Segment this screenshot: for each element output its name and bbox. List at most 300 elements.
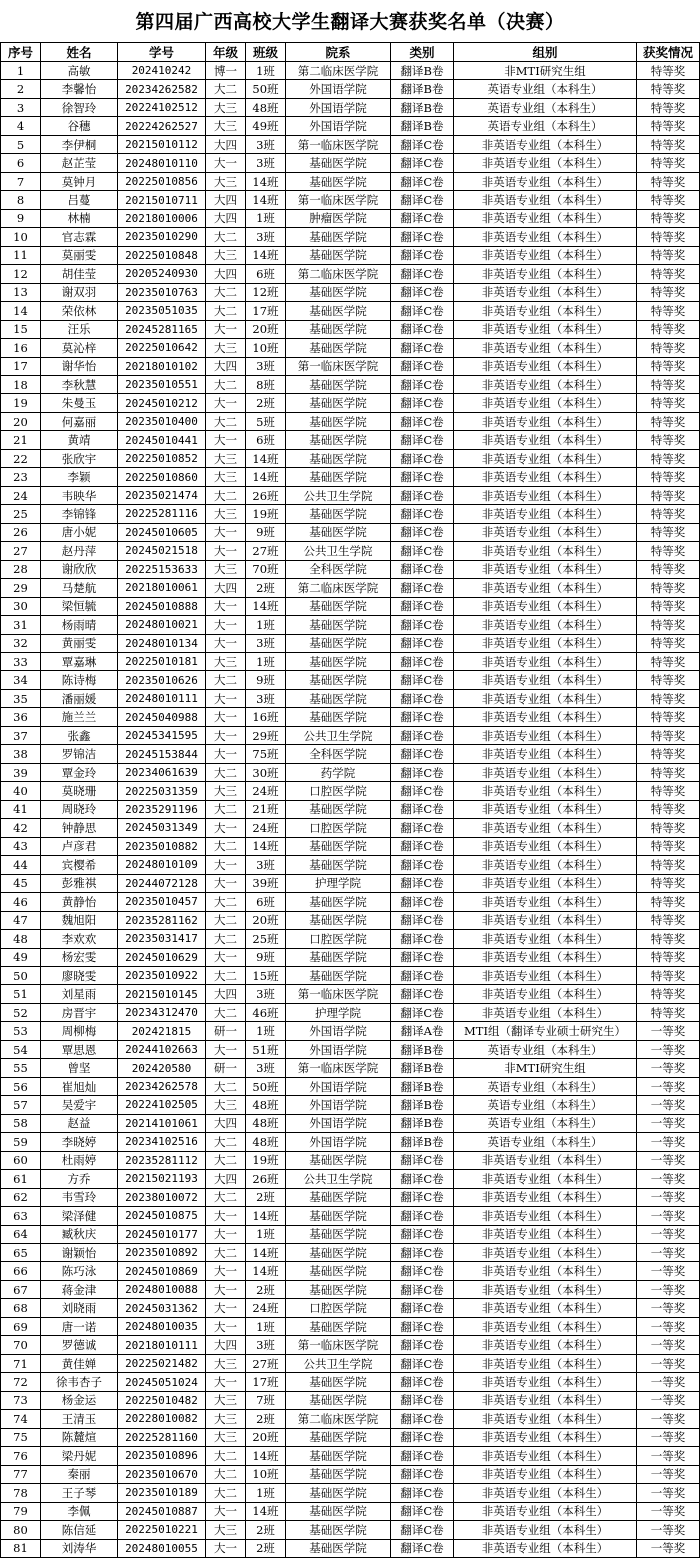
- cell-award: 一等奖: [637, 1114, 700, 1132]
- cell-category: 翻译C卷: [391, 1410, 454, 1428]
- cell-class: 10班: [246, 1465, 286, 1483]
- cell-award: 特等奖: [637, 228, 700, 246]
- cell-award: 特等奖: [637, 782, 700, 800]
- cell-group: 非英语专业组（本科生）: [454, 819, 637, 837]
- cell-grade: 大三: [206, 1391, 246, 1409]
- cell-category: 翻译C卷: [391, 966, 454, 984]
- cell-category: 翻译B卷: [391, 1096, 454, 1114]
- cell-student-id: 20214101061: [118, 1114, 206, 1132]
- cell-group: 非英语专业组（本科生）: [454, 948, 637, 966]
- cell-group: 非英语专业组（本科生）: [454, 1484, 637, 1502]
- cell-grade: 大一: [206, 856, 246, 874]
- cell-category: 翻译C卷: [391, 745, 454, 763]
- cell-award: 一等奖: [637, 1336, 700, 1354]
- cell-grade: 大二: [206, 837, 246, 855]
- cell-department: 基础医学院: [286, 1373, 391, 1391]
- table-row: [1, 117, 700, 135]
- cell-grade: 大二: [206, 1133, 246, 1151]
- cell-category: 翻译A卷: [391, 1022, 454, 1040]
- cell-group: 非英语专业组（本科生）: [454, 449, 637, 467]
- cell-index: 50: [1, 966, 41, 984]
- cell-award: 特等奖: [637, 468, 700, 486]
- cell-group: 非英语专业组（本科生）: [454, 265, 637, 283]
- cell-category: 翻译C卷: [391, 763, 454, 781]
- cell-department: 基础医学院: [286, 616, 391, 634]
- cell-group: 非英语专业组（本科生）: [454, 1170, 637, 1188]
- cell-name: 李佩: [41, 1502, 118, 1520]
- cell-category: 翻译C卷: [391, 449, 454, 467]
- cell-name: 廖晓雯: [41, 966, 118, 984]
- cell-group: 非英语专业组（本科生）: [454, 357, 637, 375]
- cell-class: 70班: [246, 560, 286, 578]
- cell-student-id: 20235281112: [118, 1151, 206, 1169]
- cell-grade: 大一: [206, 745, 246, 763]
- cell-index: 69: [1, 1317, 41, 1335]
- cell-award: 特等奖: [637, 634, 700, 652]
- cell-department: 基础医学院: [286, 800, 391, 818]
- cell-index: 20: [1, 412, 41, 430]
- cell-grade: 大一: [206, 819, 246, 837]
- cell-group: 非英语专业组（本科生）: [454, 856, 637, 874]
- cell-award: 特等奖: [637, 597, 700, 615]
- cell-grade: 大二: [206, 1465, 246, 1483]
- table-row: [1, 80, 700, 98]
- cell-index: 35: [1, 689, 41, 707]
- cell-index: 28: [1, 560, 41, 578]
- cell-class: 17班: [246, 302, 286, 320]
- cell-class: 48班: [246, 1114, 286, 1132]
- cell-award: 一等奖: [637, 1040, 700, 1058]
- cell-student-id: 20245010887: [118, 1502, 206, 1520]
- cell-grade: 大三: [206, 172, 246, 190]
- cell-name: 何嘉丽: [41, 412, 118, 430]
- table-row: [1, 1188, 700, 1206]
- cell-index: 80: [1, 1521, 41, 1539]
- cell-award: 特等奖: [637, 800, 700, 818]
- cell-award: 特等奖: [637, 930, 700, 948]
- cell-class: 19班: [246, 505, 286, 523]
- cell-category: 翻译C卷: [391, 265, 454, 283]
- cell-grade: 大四: [206, 191, 246, 209]
- cell-department: 公共卫生学院: [286, 542, 391, 560]
- table-row: [1, 154, 700, 172]
- cell-name: 李秋慧: [41, 375, 118, 393]
- cell-award: 特等奖: [637, 1003, 700, 1021]
- cell-name: 李欢欢: [41, 930, 118, 948]
- cell-class: 49班: [246, 117, 286, 135]
- cell-class: 20班: [246, 911, 286, 929]
- cell-name: 黄静怡: [41, 893, 118, 911]
- cell-group: 非英语专业组（本科生）: [454, 1428, 637, 1446]
- cell-class: 1班: [246, 209, 286, 227]
- cell-grade: 大一: [206, 1225, 246, 1243]
- cell-index: 26: [1, 523, 41, 541]
- cell-name: 韦映华: [41, 486, 118, 504]
- cell-award: 特等奖: [637, 449, 700, 467]
- cell-department: 药学院: [286, 763, 391, 781]
- cell-grade: 大二: [206, 80, 246, 98]
- cell-award: 特等奖: [637, 985, 700, 1003]
- cell-grade: 大二: [206, 1151, 246, 1169]
- cell-name: 徐韦杏子: [41, 1373, 118, 1391]
- table-row: [1, 542, 700, 560]
- cell-award: 特等奖: [637, 560, 700, 578]
- cell-name: 徐智玲: [41, 98, 118, 116]
- cell-class: 7班: [246, 1391, 286, 1409]
- cell-award: 一等奖: [637, 1410, 700, 1428]
- cell-index: 3: [1, 98, 41, 116]
- cell-grade: 大一: [206, 1040, 246, 1058]
- cell-category: 翻译B卷: [391, 1059, 454, 1077]
- table-row: [1, 911, 700, 929]
- cell-award: 特等奖: [637, 856, 700, 874]
- cell-group: 非MTI研究生组: [454, 1059, 637, 1077]
- cell-student-id: 20248010088: [118, 1280, 206, 1298]
- table-row: [1, 135, 700, 153]
- cell-index: 64: [1, 1225, 41, 1243]
- cell-grade: 大三: [206, 339, 246, 357]
- table-row: [1, 1022, 700, 1040]
- header-student-id: 学号: [118, 43, 206, 62]
- cell-department: 第二临床医学院: [286, 1410, 391, 1428]
- cell-student-id: 20235010922: [118, 966, 206, 984]
- cell-group: 非英语专业组（本科生）: [454, 523, 637, 541]
- cell-award: 特等奖: [637, 486, 700, 504]
- cell-group: 非英语专业组（本科生）: [454, 874, 637, 892]
- cell-category: 翻译C卷: [391, 856, 454, 874]
- cell-student-id: 20248010110: [118, 154, 206, 172]
- cell-department: 基础医学院: [286, 708, 391, 726]
- cell-group: 非英语专业组（本科生）: [454, 1003, 637, 1021]
- cell-category: 翻译C卷: [391, 1484, 454, 1502]
- cell-department: 口腔医学院: [286, 782, 391, 800]
- table-row: [1, 745, 700, 763]
- cell-student-id: 20248010055: [118, 1539, 206, 1557]
- cell-name: 王清玉: [41, 1410, 118, 1428]
- cell-group: 英语专业组（本科生）: [454, 117, 637, 135]
- cell-student-id: 20245031362: [118, 1299, 206, 1317]
- cell-grade: 大一: [206, 1539, 246, 1557]
- cell-name: 韦雪玲: [41, 1188, 118, 1206]
- cell-index: 8: [1, 191, 41, 209]
- cell-department: 口腔医学院: [286, 819, 391, 837]
- cell-name: 李馨怡: [41, 80, 118, 98]
- cell-group: 非英语专业组（本科生）: [454, 911, 637, 929]
- cell-student-id: 20225010181: [118, 653, 206, 671]
- cell-department: 公共卫生学院: [286, 1170, 391, 1188]
- cell-grade: 大二: [206, 375, 246, 393]
- cell-class: 24班: [246, 782, 286, 800]
- cell-name: 彭雅祺: [41, 874, 118, 892]
- table-row: [1, 874, 700, 892]
- cell-department: 公共卫生学院: [286, 486, 391, 504]
- cell-class: 48班: [246, 98, 286, 116]
- cell-group: 非英语专业组（本科生）: [454, 616, 637, 634]
- cell-class: 30班: [246, 763, 286, 781]
- table-row: [1, 1428, 700, 1446]
- cell-department: 外国语学院: [286, 1133, 391, 1151]
- cell-category: 翻译C卷: [391, 1225, 454, 1243]
- cell-class: 15班: [246, 966, 286, 984]
- cell-name: 汪乐: [41, 320, 118, 338]
- cell-award: 一等奖: [637, 1262, 700, 1280]
- cell-award: 特等奖: [637, 745, 700, 763]
- cell-student-id: 20245010629: [118, 948, 206, 966]
- cell-name: 钟静思: [41, 819, 118, 837]
- cell-index: 34: [1, 671, 41, 689]
- table-row: [1, 246, 700, 264]
- cell-index: 31: [1, 616, 41, 634]
- cell-award: 一等奖: [637, 1280, 700, 1298]
- cell-name: 覃金玲: [41, 763, 118, 781]
- table-row: [1, 228, 700, 246]
- cell-class: 25班: [246, 930, 286, 948]
- cell-category: 翻译C卷: [391, 930, 454, 948]
- cell-index: 39: [1, 763, 41, 781]
- cell-category: 翻译C卷: [391, 985, 454, 1003]
- cell-student-id: 20245031349: [118, 819, 206, 837]
- cell-class: 9班: [246, 671, 286, 689]
- cell-name: 李晓婷: [41, 1133, 118, 1151]
- cell-category: 翻译C卷: [391, 1447, 454, 1465]
- cell-grade: 大一: [206, 948, 246, 966]
- cell-category: 翻译C卷: [391, 412, 454, 430]
- cell-award: 特等奖: [637, 689, 700, 707]
- cell-index: 37: [1, 726, 41, 744]
- cell-category: 翻译C卷: [391, 893, 454, 911]
- cell-student-id: 20244102663: [118, 1040, 206, 1058]
- cell-award: 特等奖: [637, 117, 700, 135]
- cell-index: 21: [1, 431, 41, 449]
- cell-student-id: 20245010888: [118, 597, 206, 615]
- header-group: 组别: [454, 43, 637, 62]
- cell-student-id: 20235010457: [118, 893, 206, 911]
- cell-name: 谢颖怡: [41, 1244, 118, 1262]
- cell-department: 外国语学院: [286, 98, 391, 116]
- cell-grade: 大一: [206, 394, 246, 412]
- cell-student-id: 20234262582: [118, 80, 206, 98]
- cell-grade: 大一: [206, 1207, 246, 1225]
- cell-class: 14班: [246, 246, 286, 264]
- cell-group: 非英语专业组（本科生）: [454, 689, 637, 707]
- cell-grade: 大二: [206, 893, 246, 911]
- cell-category: 翻译C卷: [391, 135, 454, 153]
- cell-category: 翻译B卷: [391, 117, 454, 135]
- cell-award: 特等奖: [637, 375, 700, 393]
- cell-award: 一等奖: [637, 1317, 700, 1335]
- cell-category: 翻译C卷: [391, 1539, 454, 1557]
- cell-grade: 大一: [206, 154, 246, 172]
- cell-grade: 大三: [206, 117, 246, 135]
- cell-category: 翻译C卷: [391, 1188, 454, 1206]
- cell-category: 翻译C卷: [391, 1391, 454, 1409]
- cell-award: 一等奖: [637, 1484, 700, 1502]
- cell-name: 覃思恩: [41, 1040, 118, 1058]
- cell-department: 护理学院: [286, 1003, 391, 1021]
- cell-group: 非英语专业组（本科生）: [454, 726, 637, 744]
- cell-class: 26班: [246, 486, 286, 504]
- cell-student-id: 20235010892: [118, 1244, 206, 1262]
- cell-class: 48班: [246, 1096, 286, 1114]
- cell-index: 57: [1, 1096, 41, 1114]
- cell-grade: 大二: [206, 412, 246, 430]
- cell-department: 全科医学院: [286, 560, 391, 578]
- cell-category: 翻译C卷: [391, 283, 454, 301]
- table-row: [1, 800, 700, 818]
- cell-award: 一等奖: [637, 1521, 700, 1539]
- cell-group: 非英语专业组（本科生）: [454, 1317, 637, 1335]
- cell-group: 非英语专业组（本科生）: [454, 893, 637, 911]
- table-row: [1, 191, 700, 209]
- table-row: [1, 1151, 700, 1169]
- cell-class: 14班: [246, 1502, 286, 1520]
- cell-name: 杜雨婷: [41, 1151, 118, 1169]
- cell-index: 22: [1, 449, 41, 467]
- cell-department: 公共卫生学院: [286, 726, 391, 744]
- table-row: [1, 412, 700, 430]
- cell-student-id: 20235010882: [118, 837, 206, 855]
- cell-student-id: 20225010856: [118, 172, 206, 190]
- cell-class: 1班: [246, 653, 286, 671]
- cell-student-id: 20235010400: [118, 412, 206, 430]
- cell-award: 特等奖: [637, 819, 700, 837]
- cell-grade: 大二: [206, 228, 246, 246]
- cell-group: 非英语专业组（本科生）: [454, 1447, 637, 1465]
- cell-grade: 大三: [206, 1354, 246, 1372]
- table-row: [1, 726, 700, 744]
- cell-category: 翻译C卷: [391, 375, 454, 393]
- cell-department: 基础医学院: [286, 1188, 391, 1206]
- cell-name: 黄丽雯: [41, 634, 118, 652]
- table-row: [1, 819, 700, 837]
- cell-grade: 大四: [206, 1170, 246, 1188]
- cell-class: 10班: [246, 339, 286, 357]
- header-name: 姓名: [41, 43, 118, 62]
- cell-index: 1: [1, 62, 41, 80]
- table-row: [1, 209, 700, 227]
- cell-index: 4: [1, 117, 41, 135]
- cell-category: 翻译C卷: [391, 560, 454, 578]
- cell-group: 英语专业组（本科生）: [454, 98, 637, 116]
- cell-index: 73: [1, 1391, 41, 1409]
- cell-group: 非英语专业组（本科生）: [454, 431, 637, 449]
- cell-class: 3班: [246, 228, 286, 246]
- cell-student-id: 20225010860: [118, 468, 206, 486]
- cell-group: 英语专业组（本科生）: [454, 1114, 637, 1132]
- cell-class: 3班: [246, 689, 286, 707]
- cell-department: 第一临床医学院: [286, 1336, 391, 1354]
- cell-award: 一等奖: [637, 1465, 700, 1483]
- cell-category: 翻译C卷: [391, 819, 454, 837]
- cell-name: 梁恒毓: [41, 597, 118, 615]
- cell-grade: 大一: [206, 320, 246, 338]
- cell-index: 9: [1, 209, 41, 227]
- cell-class: 75班: [246, 745, 286, 763]
- cell-index: 36: [1, 708, 41, 726]
- cell-department: 基础医学院: [286, 505, 391, 523]
- cell-group: 非英语专业组（本科生）: [454, 283, 637, 301]
- cell-student-id: 20238010072: [118, 1188, 206, 1206]
- table-row: [1, 856, 700, 874]
- cell-group: 非英语专业组（本科生）: [454, 579, 637, 597]
- cell-department: 公共卫生学院: [286, 1354, 391, 1372]
- cell-category: 翻译C卷: [391, 689, 454, 707]
- cell-award: 一等奖: [637, 1428, 700, 1446]
- cell-student-id: 20225010848: [118, 246, 206, 264]
- cell-award: 特等奖: [637, 542, 700, 560]
- cell-group: 英语专业组（本科生）: [454, 1077, 637, 1095]
- cell-award: 一等奖: [637, 1447, 700, 1465]
- cell-group: 非英语专业组（本科生）: [454, 1502, 637, 1520]
- table-row: [1, 1539, 700, 1557]
- cell-department: 基础医学院: [286, 1447, 391, 1465]
- cell-grade: 大一: [206, 1280, 246, 1298]
- table-row: [1, 930, 700, 948]
- header-class: 班级: [246, 43, 286, 62]
- cell-group: 非英语专业组（本科生）: [454, 542, 637, 560]
- cell-name: 杨雨晴: [41, 616, 118, 634]
- cell-grade: 大三: [206, 653, 246, 671]
- table-row: [1, 560, 700, 578]
- cell-student-id: 20245010875: [118, 1207, 206, 1225]
- cell-group: 非英语专业组（本科生）: [454, 1151, 637, 1169]
- table-row: [1, 616, 700, 634]
- cell-student-id: 20235291196: [118, 800, 206, 818]
- cell-name: 卢彦君: [41, 837, 118, 855]
- table-row: [1, 1077, 700, 1095]
- cell-index: 66: [1, 1262, 41, 1280]
- cell-category: 翻译B卷: [391, 1077, 454, 1095]
- cell-student-id: 20215010145: [118, 985, 206, 1003]
- cell-group: 非英语专业组（本科生）: [454, 468, 637, 486]
- cell-class: 2班: [246, 1280, 286, 1298]
- cell-class: 21班: [246, 800, 286, 818]
- cell-award: 特等奖: [637, 154, 700, 172]
- cell-award: 特等奖: [637, 62, 700, 80]
- cell-class: 39班: [246, 874, 286, 892]
- cell-award: 特等奖: [637, 837, 700, 855]
- cell-grade: 大一: [206, 1317, 246, 1335]
- cell-name: 李颖: [41, 468, 118, 486]
- cell-group: 非英语专业组（本科生）: [454, 1262, 637, 1280]
- cell-name: 赵芷莹: [41, 154, 118, 172]
- cell-index: 51: [1, 985, 41, 1003]
- cell-student-id: 20235031417: [118, 930, 206, 948]
- table-row: [1, 468, 700, 486]
- cell-group: 非英语专业组（本科生）: [454, 302, 637, 320]
- cell-department: 外国语学院: [286, 80, 391, 98]
- cell-index: 2: [1, 80, 41, 98]
- cell-class: 12班: [246, 283, 286, 301]
- cell-name: 赵丹萍: [41, 542, 118, 560]
- cell-name: 陈诗梅: [41, 671, 118, 689]
- cell-class: 3班: [246, 985, 286, 1003]
- table-row: [1, 1502, 700, 1520]
- cell-grade: 大二: [206, 1484, 246, 1502]
- cell-index: 43: [1, 837, 41, 855]
- cell-grade: 大一: [206, 597, 246, 615]
- cell-index: 56: [1, 1077, 41, 1095]
- cell-group: 非英语专业组（本科生）: [454, 782, 637, 800]
- cell-index: 19: [1, 394, 41, 412]
- cell-award: 特等奖: [637, 874, 700, 892]
- cell-class: 14班: [246, 1447, 286, 1465]
- cell-index: 44: [1, 856, 41, 874]
- cell-student-id: 20245153844: [118, 745, 206, 763]
- cell-class: 14班: [246, 449, 286, 467]
- cell-name: 陈麓煊: [41, 1428, 118, 1446]
- cell-class: 14班: [246, 1262, 286, 1280]
